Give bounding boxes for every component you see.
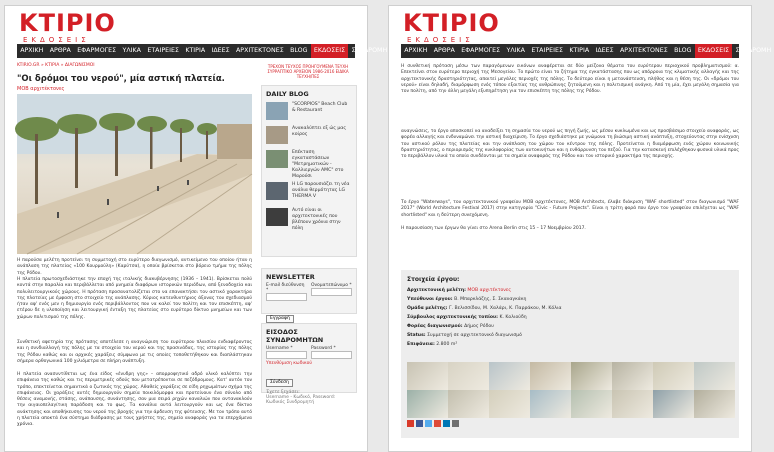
detail-row — [407, 342, 457, 347]
nav-item-subscription[interactable]: ΣΥΝΔΡΟΜΗ — [735, 47, 772, 54]
forgot-password-link[interactable]: Υπενθύμιση κωδικού — [266, 361, 312, 366]
logo-wordmark: ΚΤΙΡΙΟ — [19, 9, 116, 37]
gallery-thumbnail[interactable] — [612, 390, 653, 418]
nav-item-buildings[interactable]: ΚΤΙΡΙΑ — [569, 47, 590, 54]
detail-key: Επιφάνεια: — [407, 342, 435, 347]
login-button[interactable]: Σύνδεση — [266, 379, 293, 387]
nav-item-articles[interactable]: ΑΡΘΡΑ — [433, 47, 455, 54]
newsletter-name-input[interactable] — [311, 288, 352, 296]
detail-value: Συμμετοχή σε αρχιτεκτονικό διαγωνισμό — [427, 333, 522, 338]
detail-row — [407, 315, 527, 320]
breadcrumb[interactable]: KTIRIO.GR » ΚΤΙΡΙΑ » ΔΙΑΓΩΝΙΣΜΟΙ — [17, 63, 95, 68]
subscriber-login-box — [261, 323, 357, 405]
logo-wordmark: ΚΤΙΡΙΟ — [403, 9, 500, 37]
detail-row — [407, 297, 526, 302]
gallery-thumbnail[interactable] — [571, 362, 612, 390]
twitter-share-icon[interactable] — [425, 420, 432, 427]
article-paragraph-2: Η πλατεία πρωτοσχεδιάστηκε την εποχή της ιταλικής διακυβέρνησης (1936 – 1941). Βρίσκεται πολύ κοντά στην παραλία και περιβάλλεται από μνημεία διαφόρων ιστορικών περιόδων, από ξενοδοχεία και πολυλειτουργικούς χώρους. Η πρόταση προσανατολίζεται στο να επανακτήσει τον αστικό χαρακτήρα της πλατείας με έμφαση στο στοιχείο της ανάπλασης. Κύριος κατευθυντήριος άξονας του σχεδιασμού ήταν αφ' ενός μεν η δημιουργία ενός περιβάλλοντος που να καλεί τον πολίτη και τον επισκέπτη, αφ' ετέρου δε η υλοποίηση και λειτουργική ένταξη της πλατείας στο ευρύτερο δίκτυο μνημείων και των χώρων πολιτισμού της πόλης. — [17, 277, 252, 320]
blog-thumbnail[interactable] — [266, 150, 288, 168]
email-share-icon[interactable] — [407, 420, 414, 427]
project-details-box — [401, 270, 739, 438]
newsletter-box — [261, 268, 357, 321]
gallery-thumbnail[interactable] — [653, 390, 694, 418]
nav-item-home[interactable]: ΑΡΧΙΚΗ — [20, 47, 44, 54]
article-paragraph-3: Συνθετική αφετηρία της πρότασης αποτέλεσε η αναγνώριση του ευρύτερου πλαισίου ενδιαφέροντος και η συνδιαλλαγή της πόλης με τα στοιχεία του νερού και της πρασινάδας, της ιστορίας της πόλης της Ρόδου καθώς και οι αρχικές χαράξεις σύμφωνα με τις οποίες τοποθετήθηκαν και διαπλάστηκαν σήμερα ορθογωνικά 100 χιλιόμετρα σε πλήρη ανάπτυξη. — [17, 340, 252, 364]
plaza-render-illustration — [17, 94, 252, 254]
username-label: Username * — [266, 346, 293, 351]
page2-paragraph-2: αναγνώσεις, το έργο αποσκοπεί να αναδείξει τη σημασία του νερού ως πηγή ζωής, ως μέσου κυκλωμένα και ως προσβάσιμο στοιχείο αναφοράς, ως φορέα αλλαγής και ενδυναμώνει την αστική διαχείριση. Το έργο σχεδιάστηκε με γνώμονα τη βιώσιμη αστική ανάπτυξη, στοχεύοντας στην ενίσχυση του αστικού ρόλου της πλατείας και την ανάπλαση του χώρου του κέντρου της πόλης. Προτείνεται η διαμόρφωση ενός χώρου κοινωνικής δραστηριότητας, ο περιορισμός της κυκλοφορίας των αυτοκινήτων και η ενθάρρυνση του πεζού. Για την κατασκευή επιλέχθηκαν φυσικά υλικά προς το περιβάλλον υλικά τα οποία συνδέονται με τα σημεία αναφοράς της Ρόδου και τον ιστορικό χαρακτήρα της περιοχής. — [401, 129, 739, 160]
blog-item[interactable] — [266, 208, 352, 230]
login-note: Έχετε ξεχάσει: — [266, 390, 300, 395]
gallery-thumbnail[interactable] — [489, 362, 530, 390]
detail-key: Ομάδα μελέτης: — [407, 306, 448, 311]
nav-item-materials[interactable]: ΥΛΙΚΑ — [122, 47, 141, 54]
detail-key: Φορέας διαγωνισμού: — [407, 324, 463, 329]
nav-item-articles[interactable]: ΑΡΘΡΑ — [49, 47, 71, 54]
nav-item-blog[interactable]: BLOG — [674, 47, 692, 54]
project-details-title: Στοιχεία έργου: — [407, 276, 460, 283]
page-left — [4, 5, 388, 452]
detail-value: Γ. Βελισσίδου, Μ. Χαλάρι, Κ. Παρράκου, Μ. Κόλια — [449, 306, 562, 311]
detail-key: Σύμβουλος αρχιτεκτονικής τοπίου: — [407, 315, 498, 320]
login-recovery-text: Username - Κωδικό, Password: Κωδικός Συνδρομητή — [266, 395, 336, 405]
nav-item-companies[interactable]: ΕΤΑΙΡΕΙΕΣ — [147, 47, 179, 54]
gallery-thumbnail[interactable] — [448, 362, 489, 390]
page-right — [388, 5, 772, 452]
detail-row — [407, 306, 562, 311]
page2-paragraph-1: Η συνθετική πρόταση μέσω των παραγόμενων εικόνων αναφέρεται σε δύο μείζονα θέματα του ευρύτερου περιοχικού προβληματισμού: α. Επεκτείνει στον ευρύτερο περιοχή της Μεσογείου. Το πρώτο είναι το ζήτημα της εγκατάστασης που ως απόρροια της κλιματικής αλλαγής και της αρχιτεκτονικής δραστηριότητας, απαιτεί μεγάλες περιοχές της πόλης. Το δεύτερο είναι η μετανάστευση, πλήθος και η θέση της. Οι «δρόμοι του νερού» είναι δηλαδή, διαμόρφωση ενός τόπου εξαιτίας της ανθρώπινης ζητούμενη και η πολιτισμική ανάγκη. Από τη μία, έχει μεγάλη σημασία για τον πολίτη, από την άλλη μεγάλη εξυπηρέτηση για τον επισκέπτη της πόλης της Ρόδου. — [401, 64, 739, 95]
detail-row — [407, 324, 494, 329]
gallery-thumbnail[interactable] — [612, 362, 653, 390]
nav-item-publications[interactable]: ΕΚΔΟΣΕΙΣ — [695, 44, 733, 58]
blog-thumbnail[interactable] — [266, 102, 288, 120]
article-hero-image — [17, 94, 252, 254]
nav-item-buildings[interactable]: ΚΤΙΡΙΑ — [185, 47, 206, 54]
password-input[interactable] — [311, 351, 352, 359]
article-paragraph-4: Η πλατεία ανασυντίθεται ως ένα είδος «ένυδρη γης» – απορροφητικό αδρό υλικό καλύπτει την επιφάνεια της καθώς και τις περιμετρικές οδούς που μετατρέπονται σε πεζόδρομους. Κατ' αυτόν τον τρόπο, επεκτείνεται σημαντικά ο ζωτικός της χώρος. Αθαθείς χαράξεις σε είδη ρηχωμάτων σχήμα της επιφάνειας. Οι χαράξεις αυτές δημιουργούν σημεία ποικιλόμορφα και προτείνουν ένα σύνολο από θέσεις αναμονής, στάσης, ανάπαυσης, συνάντησης, σαν μια σειρά ρηχών καναλιών που αντανακλούν την αιγαιοπελαγίτικη παράδοση και το φως. Τα κανάλια αυτά λειτουργούν και ως ένα δίκτυο ανάκτησης και αποθήκευσης του νερού της βροχής για την άρδευση της φύτευσης. Με τον τρόπο αυτό η πλατεία αποκτά ένα σύστημα διάδρασης με τους χρήστες της, σημείο αναφοράς για τα επερχόμενα χρόνια. — [17, 372, 252, 428]
newsletter-email-input[interactable] — [266, 293, 307, 301]
gallery-thumbnail[interactable] — [530, 362, 571, 390]
password-label: Password * — [311, 346, 336, 351]
blog-item[interactable] — [266, 126, 352, 148]
blog-item[interactable] — [266, 182, 352, 206]
article-title: "Οι δρόμοι του νερού", μία αστική πλατεία. — [17, 74, 225, 84]
main-nav — [17, 44, 388, 58]
nav-item-ideas[interactable]: ΙΔΕΕΣ — [211, 47, 230, 54]
detail-key: Υπεύθυνοι έργου: — [407, 297, 453, 302]
ktirio-logo[interactable] — [19, 10, 116, 44]
gallery-thumbnail[interactable] — [571, 390, 612, 418]
username-input[interactable] — [266, 351, 307, 359]
nav-item-publications[interactable]: ΕΚΔΟΣΕΙΣ — [311, 44, 349, 58]
daily-blog — [261, 85, 357, 257]
nav-item-materials[interactable]: ΥΛΙΚΑ — [506, 47, 525, 54]
google-share-icon[interactable] — [434, 420, 441, 427]
detail-row — [407, 288, 511, 293]
detail-value: Δήμος Ρόδου — [464, 324, 494, 329]
nav-item-companies[interactable]: ΕΤΑΙΡΕΙΕΣ — [531, 47, 563, 54]
blog-thumbnail[interactable] — [266, 208, 288, 226]
detail-value[interactable]: MOB αρχιτέκτονες — [467, 288, 512, 293]
gallery-thumbnail[interactable] — [694, 390, 735, 418]
page2-paragraph-4: Η παρουσίαση των έργων θα γίνει στο Arena Berlin στις 15 – 17 Νοεμβρίου 2017. — [401, 226, 586, 231]
logo-subtitle: ΕΚΔΟΣΕΙΣ — [407, 36, 474, 44]
blog-item[interactable] — [266, 102, 352, 124]
daily-blog-title: DAILY BLOG — [266, 90, 309, 98]
blog-item[interactable] — [266, 150, 352, 180]
nav-item-architects[interactable]: ΑΡΧΙΤΕΚΤΟΝΕΣ — [619, 47, 668, 54]
nav-item-applications[interactable]: ΕΦΑΡΜΟΓΕΣ — [77, 47, 117, 54]
detail-value: Κ. Κολιούδη — [499, 315, 527, 320]
blog-thumbnail[interactable] — [266, 182, 288, 200]
name-label: Ονοματεπώνυμο * — [311, 283, 352, 288]
newsletter-title: NEWSLETTER — [266, 273, 315, 281]
issues-links[interactable]: ΤΡΕΧΟΝ ΤΕΥΧΟΣ ΠΡΟΗΓΟΥΜΕΝΑ ΤΕΥΧΗ ΣΥΡΡΑΠΤΙΚΟ ΑΡΧΕΙΟΝ 1986-2016 ΕΙΔΙΚΑ ΤΕΥΧΗ/ΠΕΣ — [267, 64, 349, 79]
gallery-thumbnail[interactable] — [653, 362, 694, 390]
detail-row — [407, 333, 522, 338]
detail-value: Β. Μπαρκλάζης, Σ. Σκαναγκάκη — [454, 297, 527, 302]
logo-subtitle: ΕΚΔΟΣΕΙΣ — [23, 36, 90, 44]
blog-item-title[interactable]: "SCORPIOS" Beach Club & Restaurant — [292, 102, 348, 113]
login-title: ΕΙΣΟΔΟΣ ΣΥΝΔΡΟΜΗΤΩΝ — [266, 328, 324, 344]
gallery-thumbnail[interactable] — [407, 390, 448, 418]
nav-item-blog[interactable]: BLOG — [290, 47, 308, 54]
article-author[interactable]: MOB αρχιτέκτονες — [17, 86, 65, 92]
blog-item-title[interactable]: Επέκταση εγκαταστάσεων "Μετρηματικών - Καλλιεργών AMC" στο Μαρούσι — [292, 150, 344, 179]
print-share-icon[interactable] — [452, 420, 459, 427]
blog-item-title[interactable]: Ανακαλύπτει εξ ώς μας κοίρος — [292, 126, 347, 137]
nav-item-home[interactable]: ΑΡΧΙΚΗ — [404, 47, 428, 54]
gallery-thumbnail[interactable] — [530, 390, 571, 418]
nav-item-ideas[interactable]: ΙΔΕΕΣ — [595, 47, 614, 54]
ktirio-logo[interactable] — [403, 10, 500, 44]
facebook-share-icon[interactable] — [416, 420, 423, 427]
gallery-thumbnail[interactable] — [448, 390, 489, 418]
subscribe-button[interactable]: Εγγραφή — [266, 315, 294, 323]
gallery-thumbnail[interactable] — [407, 362, 448, 390]
blog-item-title[interactable]: Η LG παρουσιάζει τη νέα ανάλια θερμότητας LG THERMA V — [292, 182, 350, 199]
detail-key: Status: — [407, 333, 426, 338]
nav-item-subscription[interactable]: ΣΥΝΔΡΟΜΗ — [351, 47, 388, 54]
detail-key: Αρχιτεκτονική μελέτη: — [407, 288, 466, 293]
blog-thumbnail[interactable] — [266, 126, 288, 144]
nav-item-applications[interactable]: ΕΦΑΡΜΟΓΕΣ — [461, 47, 501, 54]
gallery-thumbnail[interactable] — [489, 390, 530, 418]
article-paragraph-1: Η παρούσα μελέτη προτείνει τη συμμετοχή στο ευρύτερο διαγωνισμό, αντικείμενο του οποίου ήταν η ανάπλαση της πλατείας «100 Κουρμούλη» (Καρύτσα), η οποία βρίσκεται στο βόρειο τμήμα της πόλης της Ρόδου. — [17, 258, 252, 276]
blog-item-title[interactable]: Αυτό είναι οι αρχιτεκτονικές που βλέπουν χρόνια στην πόλη — [292, 208, 341, 231]
linkedin-share-icon[interactable] — [443, 420, 450, 427]
main-nav — [401, 44, 772, 58]
page2-paragraph-3: Το έργο "Waterways", του αρχιτεκτονικού γραφείου MOB αρχιτέκτονες, MOB Architects, έλαβε διάκριση "WAF shortlisted" στον διαγωνισμό "WAF 2017" (World Architecture Festival 2017) στην κατηγορία "Civic - Future Projects". Είναι η τρίτη φορά που έργο του γραφείου επιλέγεται ως "WAF shortlisted" και η δεύτερη συνεχόμενη. — [401, 200, 739, 218]
email-label: E-mail διεύθυνση * — [266, 283, 305, 293]
gallery-thumbnail[interactable] — [694, 362, 735, 390]
detail-value: 2.800 m² — [436, 342, 458, 347]
nav-item-architects[interactable]: ΑΡΧΙΤΕΚΤΟΝΕΣ — [235, 47, 284, 54]
